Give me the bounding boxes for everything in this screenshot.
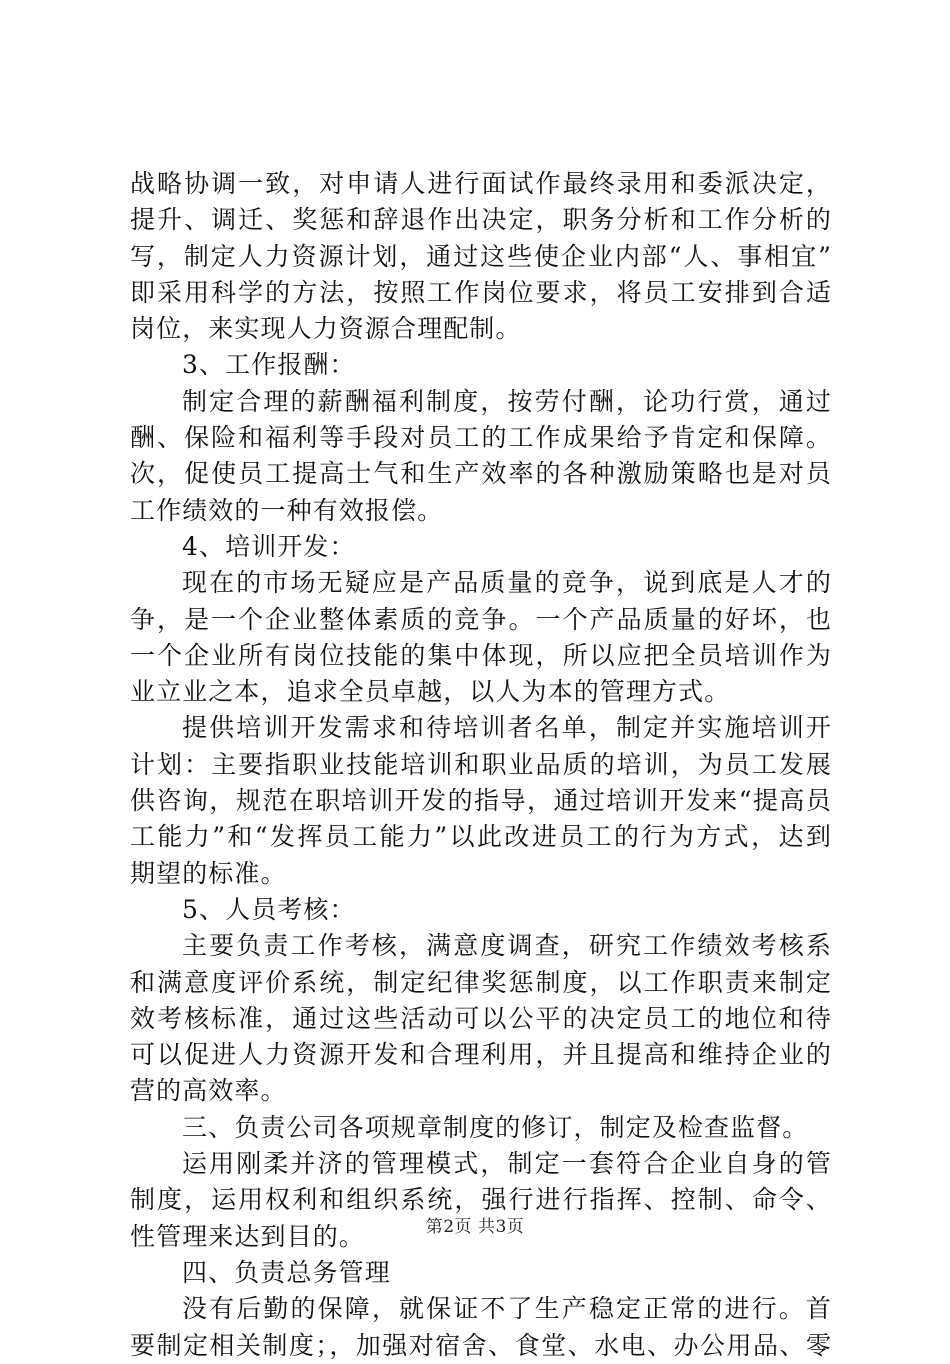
text-line: 营的高效率。 [130, 1076, 287, 1106]
text-line: 战略协调一致，对申请人进行面试作最终录用和委派决定， [130, 169, 832, 198]
text-line: 写，制定人力资源计划，通过这些使企业内部“人、事相宜” [130, 241, 832, 271]
section-heading: 3、工作报酬： [182, 350, 356, 380]
text-line: 计划：主要指职业技能培训和职业品质的培训，为员工发展 [130, 749, 832, 779]
text-line: 工能力”和“发挥员工能力”以此改进员工的行为方式，达到 [130, 822, 832, 852]
text-line: 一个企业所有岗位技能的集中体现，所以应把全员培训作为 [130, 640, 832, 670]
text-line: 可以促进人力资源开发和合理利用，并且提高和维持企业的 [130, 1040, 832, 1070]
section-heading: 三、负责公司各项规章制度的修订，制定及检查监督。 [182, 1112, 809, 1142]
text-line: 制度，运用权利和组织系统，强行进行指挥、控制、命令、 [130, 1185, 832, 1215]
text-line: 工作绩效的一种有效报偿。 [130, 495, 444, 525]
text-line: 和满意度评价系统，制定纪律奖惩制度，以工作职责来制定 [130, 967, 832, 997]
text-line: 业立业之本，追求全员卓越，以人为本的管理方式。 [130, 677, 731, 707]
text-line: 提升、调迁、奖惩和辞退作出决定，职务分析和工作分析的 [130, 205, 832, 235]
page-number-footer: 第2页 共3页 [425, 1217, 525, 1237]
text-line: 提供培训开发需求和待培训者名单，制定并实施培训开 [182, 713, 832, 743]
section-heading: 4、培训开发： [182, 531, 356, 561]
text-line: 没有后勤的保障，就保证不了生产稳定正常的进行。首 [182, 1294, 832, 1324]
text-line: 即采用科学的方法，按照工作岗位要求，将员工安排到合适 [130, 277, 832, 307]
text-line: 现在的市场无疑应是产品质量的竞争，说到底是人才的 [182, 568, 832, 598]
text-line: 期望的标准。 [130, 858, 287, 888]
text-line: 性管理来达到目的。 [130, 1221, 365, 1251]
text-line: 运用刚柔并济的管理模式，制定一套符合企业自身的管 [182, 1149, 832, 1179]
text-line: 次，促使员工提高士气和生产效率的各种激励策略也是对员 [130, 459, 832, 489]
section-heading: 5、人员考核： [182, 894, 356, 924]
text-line: 要制定相关制度；，加强对宿舍、食堂、水电、办公用品、零 [130, 1330, 832, 1360]
text-line: 效考核标准，通过这些活动可以公平的决定员工的地位和待 [130, 1003, 832, 1033]
text-line: 争，是一个企业整体素质的竞争。一个产品质量的好坏，也 [130, 604, 832, 634]
text-line: 酬、保险和福利等手段对员工的工作成果给予肯定和保障。 [130, 423, 832, 453]
text-line: 主要负责工作考核，满意度调查，研究工作绩效考核系 [182, 931, 832, 961]
document-body [130, 166, 832, 1364]
text-line: 岗位，来实现人力资源合理配制。 [130, 314, 522, 344]
text-line: 供咨询，规范在职培训开发的指导，通过培训开发来“提高员 [130, 786, 832, 816]
text-line: 制定合理的薪酬福利制度，按劳付酬，论功行赏，通过 [182, 386, 832, 416]
section-heading: 四、负责总务管理 [182, 1257, 391, 1287]
